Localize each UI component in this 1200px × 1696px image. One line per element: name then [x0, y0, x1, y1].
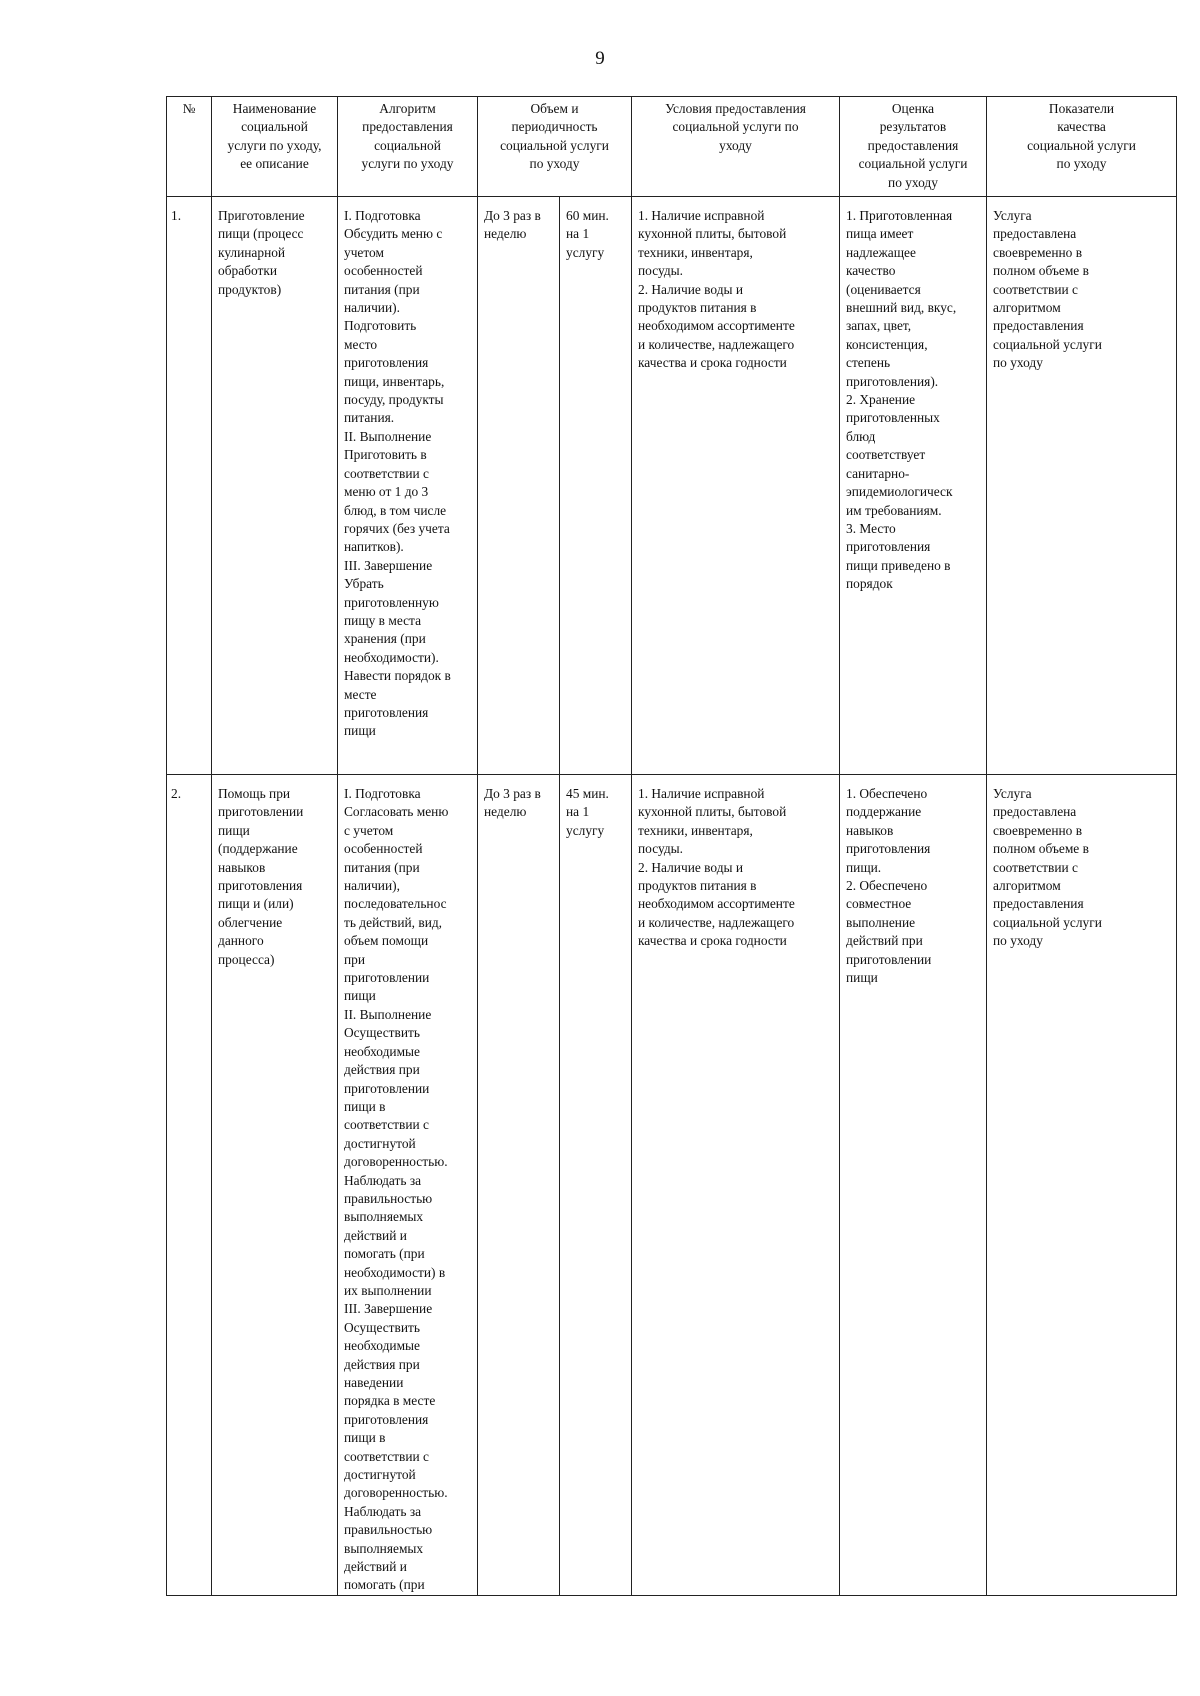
row-number: 1. [167, 197, 212, 775]
table-row [167, 197, 1177, 775]
service-periodicity: До 3 раз в неделю [478, 197, 560, 775]
service-name: Помощь при приготовлении пищи (поддержание навыков приготовления пищи и (или) облегчение данного процесса) [212, 775, 338, 1596]
service-quality: Услуга предоставлена своевременно в полном объеме в соответствии с алгоритмом предоставления социальной услуги по уходу [987, 197, 1177, 775]
header-algorithm: Алгоритм предоставления социальной услуги по уходу [338, 97, 478, 197]
row-number: 2. [167, 775, 212, 1596]
header-evaluation: Оценка результатов предоставления социальной услуги по уходу [840, 97, 987, 197]
service-conditions: 1. Наличие исправной кухонной плиты, бытовой техники, инвентаря, посуды. 2. Наличие воды и продуктов питания в необходимом ассортименте и количестве, надлежащего качества и срока годности [632, 775, 840, 1596]
table-row [167, 775, 1177, 1596]
service-periodicity: До 3 раз в неделю [478, 775, 560, 1596]
header-name: Наименование социальной услуги по уходу, ее описание [212, 97, 338, 197]
service-duration: 45 мин. на 1 услугу [560, 775, 632, 1596]
services-table [166, 96, 1177, 1596]
page-number: 9 [595, 48, 605, 69]
service-duration: 60 мин. на 1 услугу [560, 197, 632, 775]
service-algorithm: I. Подготовка Согласовать меню с учетом особенностей питания (при наличии), последовательнос ть действий, вид, объем помощи при приготовлении пищи II. Выполнение Осуществить необходимые действия при приготовлении пищи в соответствии с достигнутой договоренностью. Наблюдать за правильностью выполняемых действий и помогать (при необходимости) в их выполнении III. Завершение Осуществить необходимые действия при наведении порядка в месте приготовления пищи в соответствии с достигнутой договоренностью. Наблюдать за правильностью выполняемых действий и помогать (при [338, 775, 478, 1596]
service-conditions: 1. Наличие исправной кухонной плиты, бытовой техники, инвентаря, посуды. 2. Наличие воды и продуктов питания в необходимом ассортименте и количестве, надлежащего качества и срока годности [632, 197, 840, 775]
service-algorithm: I. Подготовка Обсудить меню с учетом особенностей питания (при наличии). Подготовить место приготовления пищи, инвентарь, посуду, продукты питания. II. Выполнение Приготовить в соответствии с меню от 1 до 3 блюд, в том числе горячих (без учета напитков). III. Завершение Убрать приготовленную пищу в места хранения (при необходимости). Навести порядок в месте приготовления пищи [338, 197, 478, 775]
service-name: Приготовление пищи (процесс кулинарной обработки продуктов) [212, 197, 338, 775]
table-header-row [167, 97, 1177, 197]
service-evaluation: 1. Приготовленная пища имеет надлежащее качество (оценивается внешний вид, вкус, запах, цвет, консистенция, степень приготовления). 2. Хранение приготовленных блюд соответствует санитарно- эпидемиологическ им требованиям. 3. Место приготовления пищи приведено в порядок [840, 197, 987, 775]
service-quality: Услуга предоставлена своевременно в полном объеме в соответствии с алгоритмом предоставления социальной услуги по уходу [987, 775, 1177, 1596]
service-evaluation: 1. Обеспечено поддержание навыков приготовления пищи. 2. Обеспечено совместное выполнение действий при приготовлении пищи [840, 775, 987, 1596]
header-quality: Показатели качества социальной услуги по уходу [987, 97, 1177, 197]
header-no: № [167, 97, 212, 197]
header-conditions: Условия предоставления социальной услуги по уходу [632, 97, 840, 197]
header-volume: Объем и периодичность социальной услуги по уходу [478, 97, 632, 197]
